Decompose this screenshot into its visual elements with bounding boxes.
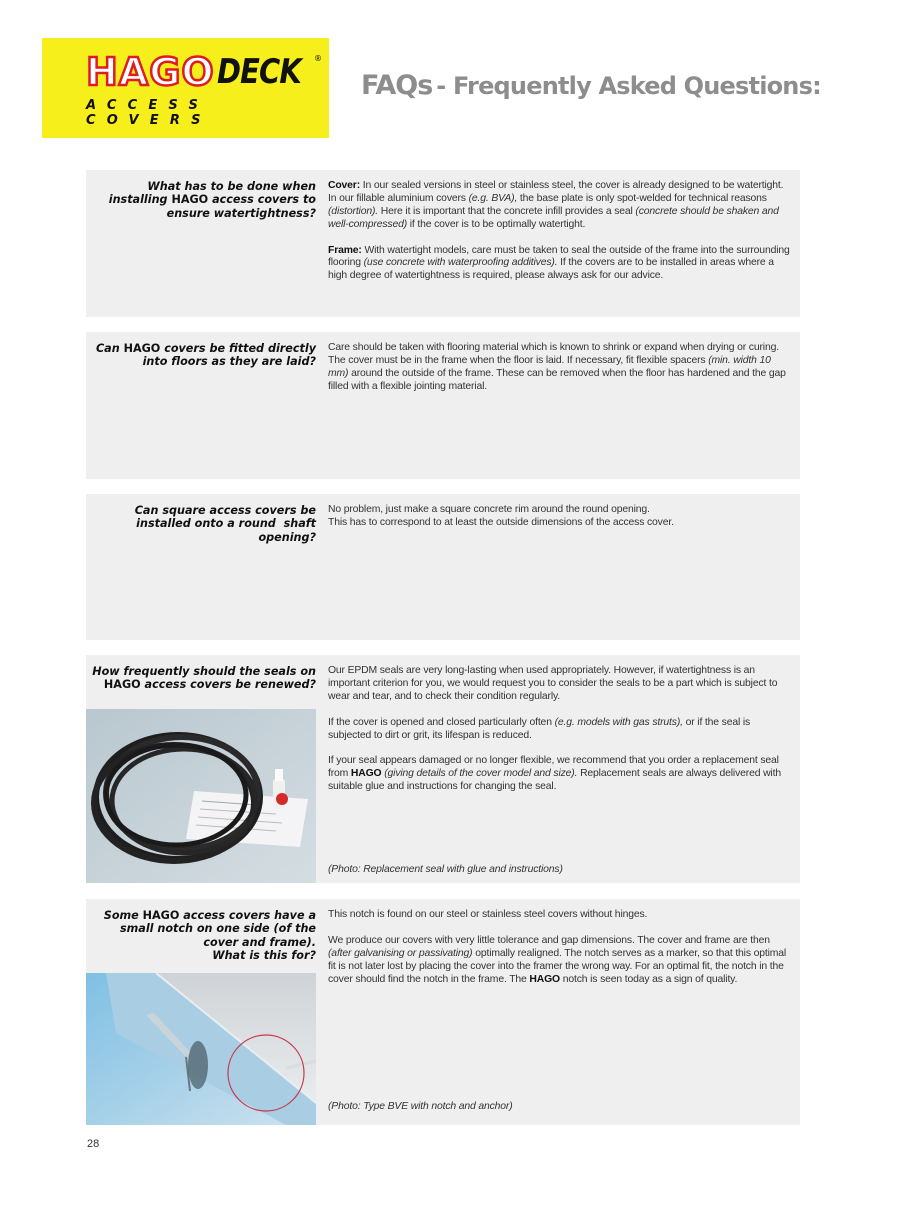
page-title-faqs: FAQs bbox=[361, 70, 433, 101]
answer-italic: (use concrete with waterproofing additives). bbox=[363, 257, 558, 269]
answer-paragraph bbox=[328, 935, 790, 987]
answer-text: If the covers are to be installed in areas where a high degree of watertightness is required, please always ask for our advice. bbox=[328, 257, 774, 282]
answer-italic: (e.g. models with gas struts), bbox=[554, 716, 683, 728]
notch-cover-photo bbox=[86, 973, 316, 1125]
logo-hago-text: HAGO bbox=[86, 50, 215, 94]
faq-item-fitting-into-floors bbox=[86, 332, 800, 479]
faq-answer bbox=[328, 909, 790, 986]
question-line: What has to be done when bbox=[147, 180, 316, 193]
faq-answer bbox=[328, 504, 790, 530]
faq-item-watertightness bbox=[86, 170, 800, 317]
faq-question bbox=[86, 504, 316, 544]
answer-italic: (concrete should be shaken and well-compressed) bbox=[328, 205, 779, 230]
photo-caption: (Photo: Replacement seal with glue and instructions) bbox=[328, 864, 563, 875]
answer-text: With watertight models, care must be taken to seal the outside of the frame into the surrounding flooring bbox=[328, 244, 790, 269]
answer-italic: (after galvanising or passivating) bbox=[328, 947, 473, 959]
answer-italic: (giving details of the cover model and size). bbox=[381, 768, 578, 780]
registered-trademark-icon: ® bbox=[314, 54, 322, 63]
question-line: Some bbox=[103, 909, 143, 922]
question-line: into floors as they are laid? bbox=[142, 355, 316, 369]
faq-item-seal-renewal bbox=[86, 655, 800, 883]
answer-paragraph bbox=[328, 342, 790, 394]
answer-text: If your seal appears damaged or no longer flexible, we recommend that you order a replacement seal from bbox=[328, 755, 779, 780]
answer-text: optimally realigned. The notch serves as a marker, so that this optimal fit is not later lost by placing the cover into the framer the wrong way. For an optimal fit, the notch in the cover should find the notch in the frame. The bbox=[328, 947, 787, 985]
question-line: installing bbox=[108, 193, 172, 207]
answer-text: Care should be taken with flooring material which is known to shrink or expand when drying or curing. The cover must be in the frame when the floor is laid. If necessary, fit flexible spacers bbox=[328, 342, 779, 366]
hagodeck-logo bbox=[42, 38, 329, 138]
question-line: cover and frame). bbox=[203, 935, 316, 949]
answer-text: We produce our covers with very little tolerance and gap dimensions. The cover and frame are then bbox=[328, 934, 770, 946]
answer-text: Replacement seals are always delivered with suitable glue and instructions for changing the seal. bbox=[328, 768, 781, 793]
faq-question bbox=[86, 180, 316, 220]
faq-item-square-on-round bbox=[86, 494, 800, 640]
question-line: covers be fitted directly bbox=[160, 342, 316, 355]
answer-text: This has to correspond to at least the outside dimensions of the access cover. bbox=[328, 516, 674, 528]
answer-paragraph: Our EPDM seals are very long-lasting when used appropriately. However, if watertightness is an important criterion for you, we would request you to consider the seals to be a part which is subject to wear and tear, and to check their condition regularly. bbox=[328, 665, 778, 702]
faq-item-notch bbox=[86, 899, 800, 1125]
answer-label: Cover: bbox=[328, 180, 361, 191]
brand-name: HAGO bbox=[123, 342, 161, 355]
answer-paragraph bbox=[328, 717, 790, 743]
answer-text: In our sealed versions in steel or stainless steel, the cover is already designed to be watertight. In our fillable aluminium covers bbox=[328, 180, 784, 204]
question-line: Can square access covers be bbox=[134, 504, 316, 517]
page-title bbox=[361, 70, 821, 101]
question-line: opening? bbox=[258, 530, 316, 544]
logo-tagline: ACCESS COVERS bbox=[86, 98, 212, 128]
answer-text: or if the seal is subjected to dirt or grit, its lifespan is reduced. bbox=[328, 716, 751, 741]
faq-answer bbox=[328, 180, 790, 283]
brand-name: HAGO bbox=[142, 909, 180, 922]
photo-caption: (Photo: Type BVE with notch and anchor) bbox=[328, 1101, 513, 1112]
answer-label: Frame: bbox=[328, 244, 362, 256]
question-line: access covers to bbox=[208, 193, 316, 207]
question-line: access covers have a bbox=[179, 909, 316, 922]
answer-text: Here it is important that the concrete infill provides a seal bbox=[378, 205, 636, 217]
brand-name: HAGO bbox=[103, 678, 141, 692]
seal-coil-image bbox=[86, 709, 316, 883]
replacement-seal-photo bbox=[86, 709, 316, 883]
answer-text: notch is seen today as a sign of quality. bbox=[560, 973, 738, 985]
answer-paragraph-cover bbox=[328, 180, 790, 232]
answer-paragraph: This notch is found on our steel or stainless steel covers without hinges. bbox=[328, 909, 648, 920]
logo-wordmark bbox=[86, 52, 315, 92]
question-line: access covers be renewed? bbox=[140, 678, 316, 692]
answer-paragraph-frame bbox=[328, 245, 790, 284]
brand-name: HAGO bbox=[171, 193, 209, 207]
notch-cover-image bbox=[86, 973, 316, 1125]
answer-text: No problem, just make a square concrete rim around the round opening. bbox=[328, 504, 650, 515]
answer-italic: (min. width 10 mm) bbox=[328, 354, 771, 379]
brand-name: HAGO bbox=[529, 973, 560, 985]
question-line: Can bbox=[95, 342, 124, 355]
answer-text: the base plate is only spot-welded for technical reasons bbox=[517, 192, 767, 204]
faq-question bbox=[86, 665, 316, 692]
faq-question bbox=[86, 909, 316, 963]
question-line: small notch on one side (of the bbox=[119, 922, 316, 936]
question-line: installed onto a round shaft bbox=[136, 517, 316, 531]
brand-name: HAGO bbox=[350, 768, 382, 780]
logo-deck-text: DECK bbox=[216, 52, 301, 92]
page-title-subtitle: - Frequently Asked Questions: bbox=[436, 72, 821, 100]
answer-italic: (e.g. BVA), bbox=[468, 192, 518, 204]
question-line: What is this for? bbox=[212, 949, 316, 963]
answer-paragraph bbox=[328, 755, 790, 794]
answer-italic: (distortion). bbox=[328, 205, 379, 217]
question-line: How frequently should the seals on bbox=[92, 665, 316, 678]
faq-question bbox=[86, 342, 316, 369]
answer-text: If the cover is opened and closed particularly often bbox=[328, 716, 555, 728]
answer-text: around the outside of the frame. These can be removed when the floor has hardened and the gap filled with a flexible jointing material. bbox=[328, 367, 786, 392]
answer-text: if the cover is to be optimally watertight. bbox=[407, 218, 586, 230]
faq-answer bbox=[328, 342, 790, 394]
question-line: ensure watertightness? bbox=[166, 206, 316, 220]
faq-answer bbox=[328, 665, 790, 794]
page-number: 28 bbox=[87, 1138, 100, 1150]
